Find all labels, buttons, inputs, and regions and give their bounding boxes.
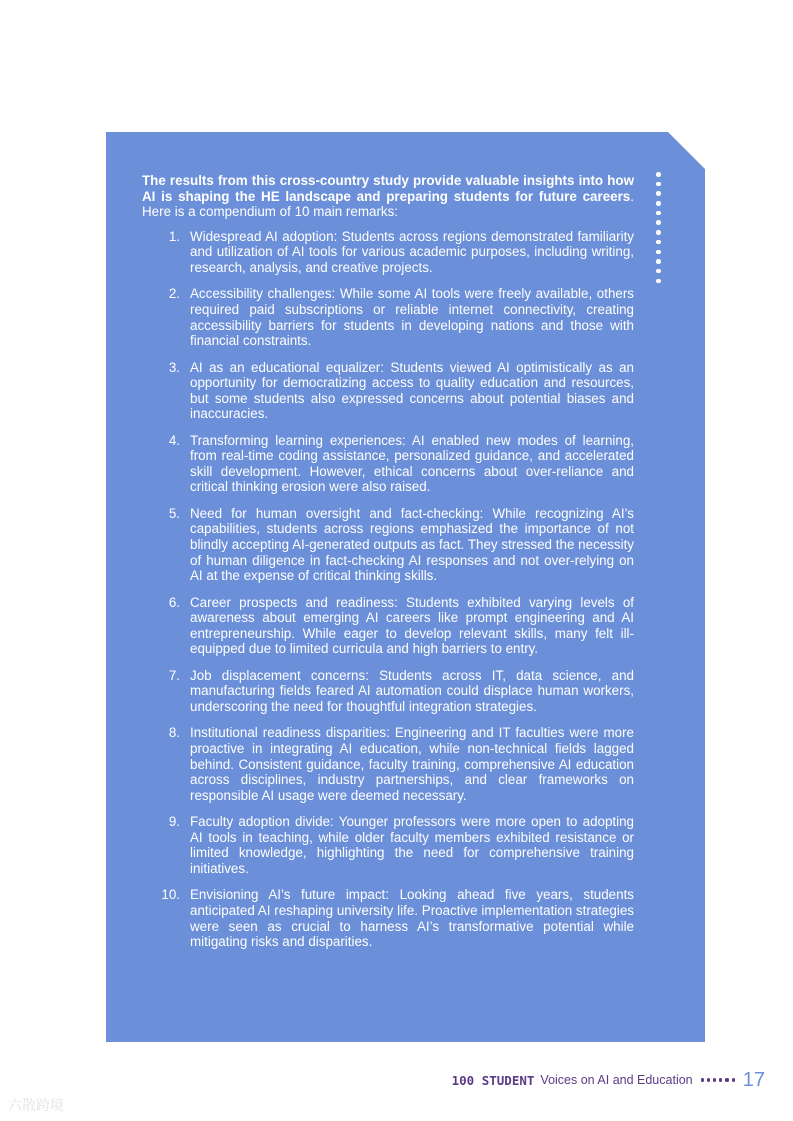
item-number: 10. (161, 887, 180, 903)
item-text: Accessibility challenges: While some AI tools were freely available, others required paid subscriptions or reliable internet connectivity, creating accessibility barriers for students in developing nations and those with financial constraints. (190, 286, 634, 349)
item-text: Job displacement concerns: Students across IT, data science, and manufacturing fields feared AI automation could displace human workers, underscoring the need for thoughtful integration strategies. (190, 667, 634, 714)
page-footer (452, 1068, 765, 1092)
remarks-content (142, 173, 634, 961)
footer-subtitle: Voices on AI and Education (540, 1073, 693, 1087)
list-item (142, 814, 634, 876)
item-text: Envisioning AI’s future impact: Looking ahead five years, students anticipated AI reshaping university life. Proactive implementation strategies were seen as crucial to harness AI’s transformative potential while mitigating risks and disparities. (190, 887, 634, 950)
list-item (142, 433, 634, 495)
item-number: 3. (168, 359, 180, 375)
decorative-dots (656, 172, 662, 283)
item-number: 5. (168, 505, 180, 521)
list-item (142, 668, 634, 715)
footer-dots (701, 1078, 735, 1081)
item-text: Transforming learning experiences: AI enabled new modes of learning, from real-time coding assistance, personalized guidance, and accelerated skill development. However, ethical concerns about over-reliance and critical thinking erosion were also raised. (190, 432, 634, 495)
list-item (142, 229, 634, 276)
list-item (142, 506, 634, 584)
item-number: 4. (168, 432, 180, 448)
item-number: 9. (168, 814, 180, 830)
item-text: Need for human oversight and fact-checking: While recognizing AI’s capabilities, students across regions emphasized the importance of not blindly accepting AI-generated outputs as fact. They stressed the necessity of human diligence in fact-checking AI responses and not over-relying on AI at the expense of critical thinking skills. (190, 505, 634, 584)
item-text: AI as an educational equalizer: Students viewed AI optimistically as an opportunity for democratizing access to quality education and resources, but some students also expressed concerns about potential biases and inaccuracies. (190, 359, 634, 422)
remarks-list (142, 229, 634, 950)
intro-bold: The results from this cross-country study provide valuable insights into how AI is shaping the HE landscape and preparing students for future careers (142, 173, 634, 204)
item-number: 1. (168, 228, 180, 244)
footer-brand: 100 STUDENT (451, 1072, 535, 1088)
item-text: Faculty adoption divide: Younger professors were more open to adopting AI tools in teaching, while older faculty members exhibited resistance or limited knowledge, highlighting the need for comprehensive training initiatives. (190, 814, 634, 876)
intro-rest: . Here is a compendium of 10 main remarks: (142, 188, 634, 220)
list-item (142, 887, 634, 949)
page-number: 17 (742, 1068, 765, 1091)
item-number: 2. (168, 286, 180, 302)
item-number: 8. (168, 725, 180, 741)
list-item (142, 286, 634, 348)
item-text: Widespread AI adoption: Students across regions demonstrated familiarity and utilization of AI tools for various academic purposes, including writing, research, analysis, and creative projects. (190, 228, 634, 275)
item-number: 7. (168, 667, 180, 683)
item-text: Institutional readiness disparities: Engineering and IT faculties were more proactive in integrating AI education, while non-technical fields lagged behind. Consistent guidance, faculty training, comprehensive AI education across disciplines, industry partnerships, and clear frameworks on responsible AI usage were deemed necessary. (190, 725, 634, 803)
watermark: 六散跨境 (8, 1098, 64, 1114)
list-item (142, 360, 634, 422)
item-number: 6. (168, 594, 180, 610)
list-item (142, 725, 634, 803)
item-text: Career prospects and readiness: Students exhibited varying levels of awareness about emerging AI careers like prompt engineering and AI entrepreneurship. While eager to develop relevant skills, many felt ill-equipped due to limited curricula and high barriers to entry. (190, 594, 634, 657)
list-item (142, 595, 634, 657)
intro-paragraph (142, 173, 634, 220)
